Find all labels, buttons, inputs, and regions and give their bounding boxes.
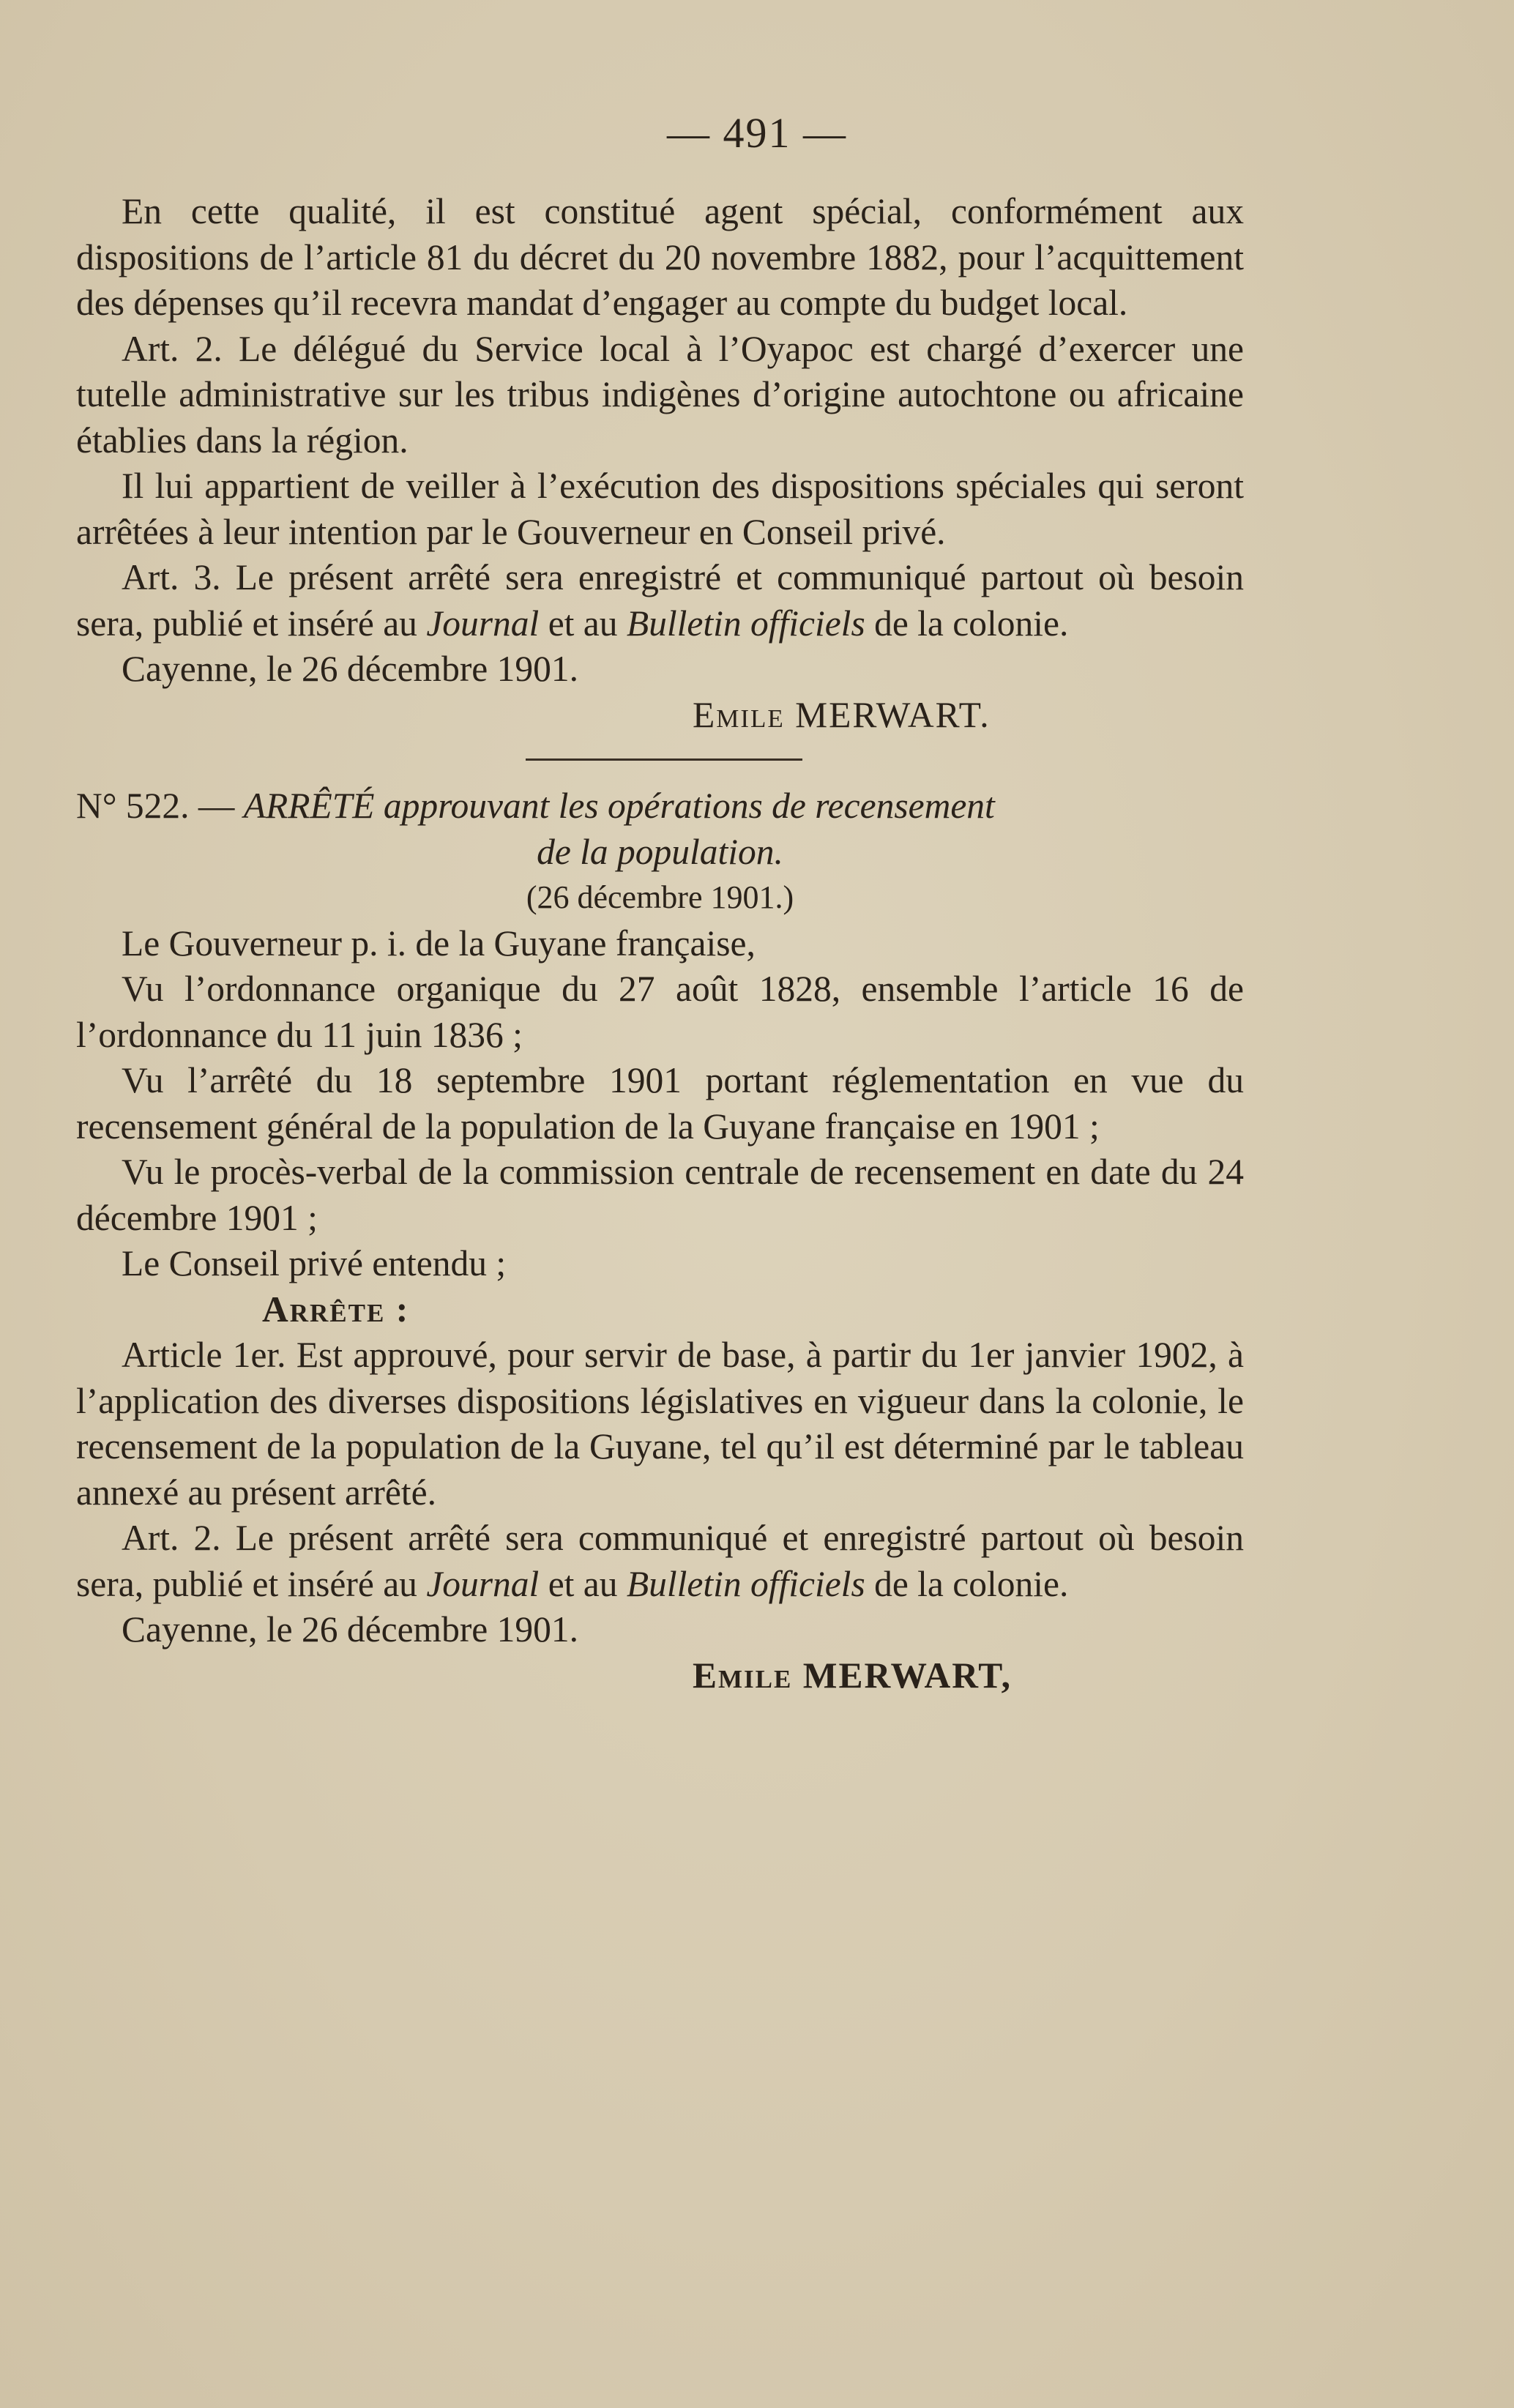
vu-line-1: Vu l’ordonnance organique du 27 août 1828, ensemble l’article 16 de l’ordonnance du 11 juin 1836 ; <box>76 969 1244 1055</box>
art3-suffix: de la colonie. <box>865 603 1069 644</box>
paragraph-art-3 <box>76 555 1244 646</box>
paragraph-art-2: Art. 2. Le délégué du Service local à l’Oyapoc est chargé d’exercer une tutelle administrative sur les tribus indigènes d’origine autochtone ou africaine établies dans la région. <box>76 328 1244 461</box>
vu-line-2: Vu l’arrêté du 18 septembre 1901 portant réglementation en vue du recensement général de la population de la Guyane française en 1901 ; <box>76 1060 1244 1147</box>
art2b-bulletin: Bulletin officiels <box>626 1563 865 1604</box>
article-1: Article 1er. Est approuvé, pour servir de base, à partir du 1er janvier 1902, à l’application des diverses dispositions législatives en vigueur dans la colonie, le recensement de la population de la Guyane, tel qu’il est déterminé par le tableau annexé au présent arrêté. <box>76 1335 1244 1513</box>
conseil-line: Le Conseil privé entendu ; <box>122 1243 507 1283</box>
signature-1: Emile MERWART. <box>693 694 991 735</box>
art3-journal: Journal <box>426 603 540 644</box>
document-body <box>76 189 1244 1699</box>
art2b-suffix: de la colonie. <box>865 1563 1069 1604</box>
vu-line-3: Vu le procès-verbal de la commission centrale de recensement en date du 24 décembre 1901 ; <box>76 1152 1244 1238</box>
section-divider <box>76 738 1244 783</box>
decree-title-cont: de la population. <box>537 831 783 872</box>
art2b-journal: Journal <box>426 1563 540 1604</box>
paragraph-art-2b <box>76 1516 1244 1607</box>
art2b-middle: et au <box>539 1563 627 1604</box>
decree-title <box>76 783 1244 830</box>
decree-number: N° 522. — <box>76 786 244 826</box>
place-date-1: Cayenne, le 26 décembre 1901. <box>122 649 579 689</box>
signature-2: Emile MERWART, <box>693 1655 1012 1696</box>
art3-bulletin: Bulletin officiels <box>626 603 865 644</box>
paragraph-dispositions-speciales: Il lui appartient de veiller à l’exécution des dispositions spéciales qui seront arrêtées à leur intention par le Gouverneur en Conseil privé. <box>76 466 1244 552</box>
paragraph-agent-special: En cette qualité, il est constitué agent spécial, conformément aux dispositions de l’article 81 du décret du 20 novembre 1882, pour l’acquittement des dépenses qu’il recevra mandat d’engager au compte du budget local. <box>76 191 1244 323</box>
decree-date: (26 décembre 1901.) <box>526 879 794 915</box>
page-number: — 491 — <box>667 109 847 157</box>
governor-line: Le Gouverneur p. i. de la Guyane française, <box>122 922 756 963</box>
place-date-2: Cayenne, le 26 décembre 1901. <box>122 1609 579 1650</box>
decree-title-main: ARRÊTÉ approuvant les opérations de recensement <box>243 786 995 826</box>
art2b-prefix: Art. 2. Le présent arrêté sera communiqué et enregistré partout où besoin sera, publié et inséré au <box>76 1518 1244 1604</box>
arrete-heading: Arrête : <box>262 1289 410 1330</box>
art3-middle: et au <box>539 603 627 644</box>
art3-prefix: Art. 3. Le présent arrêté sera enregistré et communiqué partout où besoin sera, publié et inséré au <box>76 557 1244 644</box>
